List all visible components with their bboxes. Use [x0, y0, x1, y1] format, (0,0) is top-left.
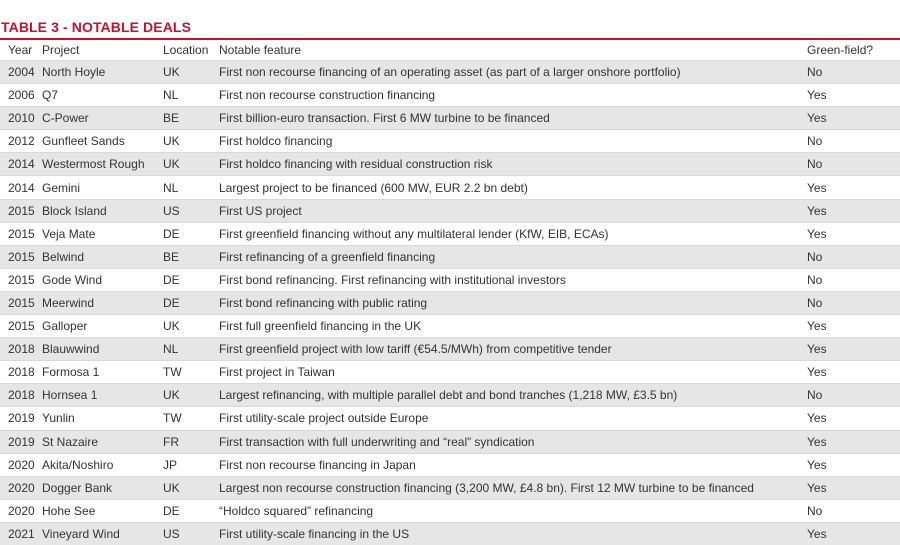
table-row — [0, 361, 900, 384]
table-row — [0, 107, 900, 130]
project-cell: Blauwwind — [42, 342, 100, 357]
location-cell: FR — [163, 434, 179, 449]
column-header-year: Year — [8, 43, 33, 57]
greenfield-cell: No — [807, 295, 823, 310]
year-cell: 2018 — [8, 388, 35, 403]
year-cell: 2020 — [8, 503, 35, 518]
location-cell: UK — [163, 480, 180, 495]
year-cell: 2004 — [8, 65, 35, 80]
project-cell: Gunfleet Sands — [42, 134, 125, 149]
year-cell: 2012 — [8, 134, 35, 149]
project-cell: Veja Mate — [42, 226, 96, 241]
project-cell: Yunlin — [42, 411, 75, 426]
feature-cell: Largest project to be financed (600 MW, EUR 2.2 bn debt) — [219, 180, 528, 195]
feature-cell: First utility-scale financing in the US — [219, 526, 410, 541]
project-cell: St Nazaire — [42, 434, 99, 449]
table-row — [0, 315, 900, 338]
table-body — [0, 61, 900, 545]
project-cell: Vineyard Wind — [42, 526, 120, 541]
table-row — [0, 61, 900, 84]
location-cell: US — [163, 526, 180, 541]
year-cell: 2006 — [8, 88, 35, 103]
project-cell: Q7 — [42, 88, 59, 103]
column-header-project: Project — [42, 43, 80, 57]
year-cell: 2014 — [8, 157, 35, 172]
project-cell: Meerwind — [42, 295, 95, 310]
table-row — [0, 199, 900, 222]
location-cell: UK — [163, 134, 180, 149]
table-row — [0, 245, 900, 268]
table-row — [0, 384, 900, 407]
project-cell: Galloper — [42, 319, 88, 334]
table-row — [0, 130, 900, 153]
feature-cell: Largest non recourse construction financing (3,200 MW, £4.8 bn). First 12 MW turbine to be financed — [219, 480, 754, 495]
location-cell: DE — [163, 503, 180, 518]
location-cell: NL — [163, 342, 179, 357]
feature-cell: First bond refinancing with public rating — [219, 295, 428, 310]
year-cell: 2020 — [8, 457, 35, 472]
location-cell: NL — [163, 88, 179, 103]
year-cell: 2015 — [8, 226, 35, 241]
year-cell: 2020 — [8, 480, 35, 495]
location-cell: DE — [163, 295, 180, 310]
project-cell: North Hoyle — [42, 65, 106, 80]
column-header-feature: Notable feature — [219, 43, 302, 57]
year-cell: 2010 — [8, 111, 35, 126]
column-header-location: Location — [163, 43, 209, 57]
project-cell: C-Power — [42, 111, 89, 126]
greenfield-cell: No — [807, 503, 823, 518]
greenfield-cell: No — [807, 272, 823, 287]
location-cell: BE — [163, 111, 180, 126]
table-row — [0, 338, 900, 361]
greenfield-cell: Yes — [807, 411, 827, 426]
greenfield-cell: Yes — [807, 480, 827, 495]
greenfield-cell: Yes — [807, 434, 827, 449]
column-header-greenfield: Green-field? — [807, 43, 874, 57]
location-cell: TW — [163, 411, 182, 426]
table-row — [0, 176, 900, 199]
greenfield-cell: Yes — [807, 342, 827, 357]
greenfield-cell: Yes — [807, 88, 827, 103]
feature-cell: First holdco financing — [219, 134, 333, 149]
year-cell: 2015 — [8, 319, 35, 334]
project-cell: Westermost Rough — [42, 157, 145, 172]
feature-cell: First billion-euro transaction. First 6 MW turbine to be financed — [219, 111, 550, 126]
feature-cell: First full greenfield financing in the UK — [219, 319, 422, 334]
feature-cell: First holdco financing with residual construction risk — [219, 157, 493, 172]
location-cell: BE — [163, 249, 180, 264]
feature-cell: First greenfield project with low tariff (€54.5/MWh) from competitive tender — [219, 342, 612, 357]
greenfield-cell: No — [807, 388, 823, 403]
project-cell: Dogger Bank — [42, 480, 113, 495]
project-cell: Block Island — [42, 203, 107, 218]
greenfield-cell: Yes — [807, 111, 827, 126]
project-cell: Gode Wind — [42, 272, 103, 287]
feature-cell: First refinancing of a greenfield financing — [219, 249, 436, 264]
table-row — [0, 430, 900, 453]
year-cell: 2015 — [8, 203, 35, 218]
project-cell: Gemini — [42, 180, 81, 195]
table-row — [0, 291, 900, 314]
year-cell: 2019 — [8, 411, 35, 426]
greenfield-cell: Yes — [807, 180, 827, 195]
feature-cell: First US project — [219, 203, 302, 218]
location-cell: DE — [163, 272, 180, 287]
location-cell: TW — [163, 365, 182, 380]
feature-cell: First non recourse financing of an operating asset (as part of a larger onshore portfolio) — [219, 65, 681, 80]
greenfield-cell: No — [807, 134, 823, 149]
table-row — [0, 407, 900, 430]
greenfield-cell: Yes — [807, 203, 827, 218]
table-row — [0, 476, 900, 499]
feature-cell: First non recourse construction financing — [219, 88, 436, 103]
greenfield-cell: No — [807, 249, 823, 264]
greenfield-cell: Yes — [807, 365, 827, 380]
feature-cell: Largest refinancing, with multiple parallel debt and bond tranches (1,218 MW, £3.5 bn) — [219, 388, 678, 403]
feature-cell: “Holdco squared” refinancing — [219, 503, 374, 518]
year-cell: 2021 — [8, 526, 35, 541]
table-row — [0, 268, 900, 291]
location-cell: US — [163, 203, 180, 218]
greenfield-cell: Yes — [807, 526, 827, 541]
location-cell: UK — [163, 319, 180, 334]
greenfield-cell: No — [807, 157, 823, 172]
location-cell: DE — [163, 226, 180, 241]
table-header-row — [0, 40, 900, 61]
table-row — [0, 84, 900, 107]
year-cell: 2018 — [8, 365, 35, 380]
year-cell: 2019 — [8, 434, 35, 449]
project-cell: Formosa 1 — [42, 365, 100, 380]
location-cell: UK — [163, 388, 180, 403]
greenfield-cell: Yes — [807, 319, 827, 334]
location-cell: JP — [163, 457, 178, 472]
project-cell: Hornsea 1 — [42, 388, 98, 403]
feature-cell: First project in Taiwan — [219, 365, 335, 380]
table-row — [0, 153, 900, 176]
feature-cell: First bond refinancing. First refinancing with institutional investors — [219, 272, 566, 287]
feature-cell: First greenfield financing without any multilateral lender (KfW, EIB, ECAs) — [219, 226, 609, 241]
feature-cell: First non recourse financing in Japan — [219, 457, 416, 472]
table-title: TABLE 3 - NOTABLE DEALS — [1, 19, 192, 35]
greenfield-cell: No — [807, 65, 823, 80]
project-cell: Akita/Noshiro — [42, 457, 114, 472]
table-row — [0, 453, 900, 476]
greenfield-cell: Yes — [807, 226, 827, 241]
table-row — [0, 222, 900, 245]
location-cell: UK — [163, 157, 180, 172]
year-cell: 2015 — [8, 295, 35, 310]
project-cell: Belwind — [42, 249, 85, 264]
year-cell: 2015 — [8, 249, 35, 264]
location-cell: NL — [163, 180, 179, 195]
year-cell: 2015 — [8, 272, 35, 287]
year-cell: 2014 — [8, 180, 35, 195]
location-cell: UK — [163, 65, 180, 80]
feature-cell: First utility-scale project outside Europe — [219, 411, 429, 426]
year-cell: 2018 — [8, 342, 35, 357]
feature-cell: First transaction with full underwriting and “real” syndication — [219, 434, 535, 449]
greenfield-cell: Yes — [807, 457, 827, 472]
notable-deals-table — [0, 40, 900, 545]
table-row — [0, 499, 900, 522]
project-cell: Hohe See — [42, 503, 96, 518]
